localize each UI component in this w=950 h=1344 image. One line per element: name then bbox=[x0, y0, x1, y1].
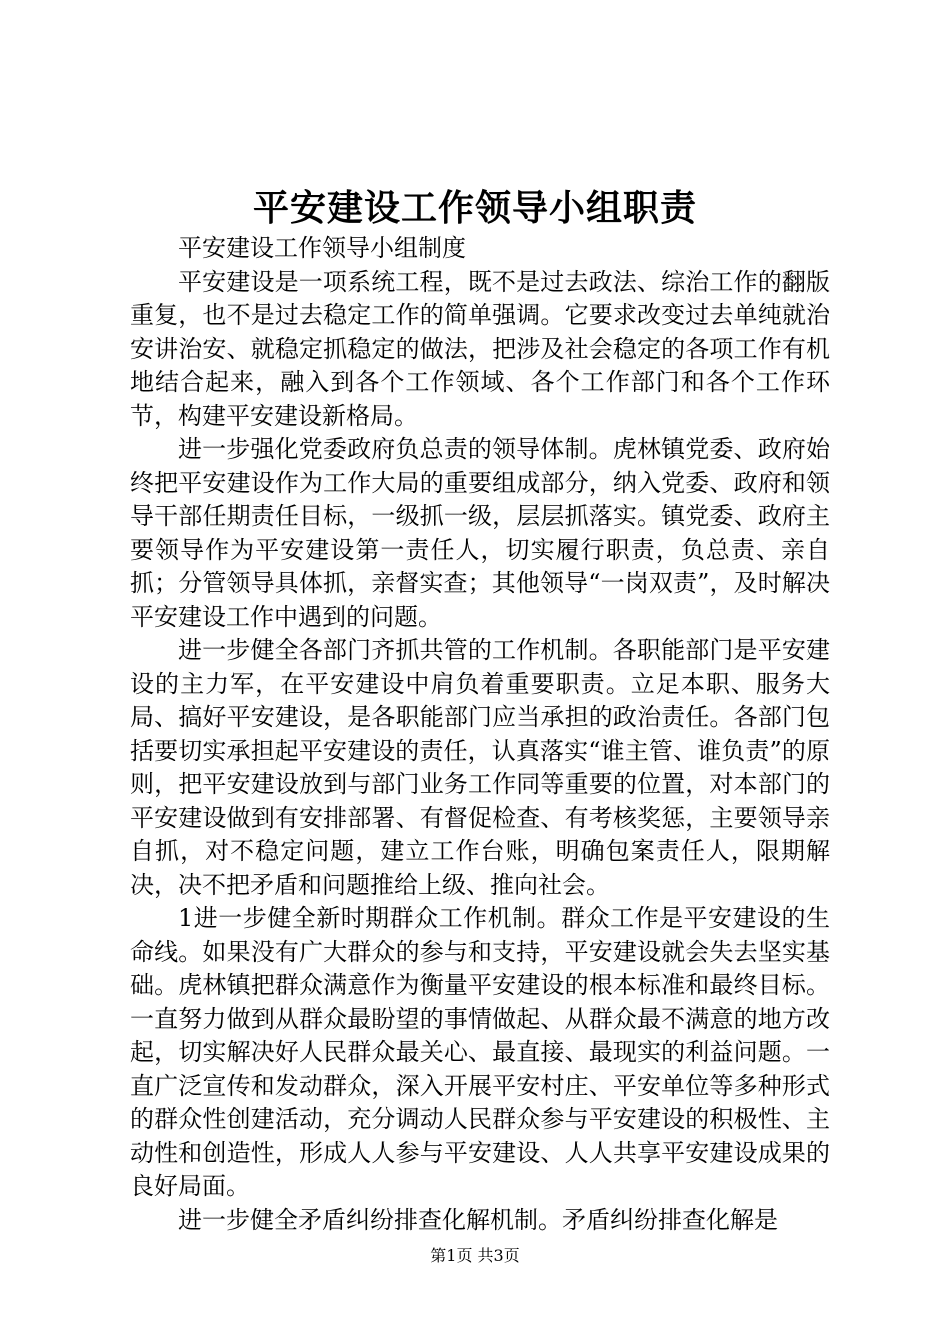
document-title: 平安建设工作领导小组职责 bbox=[252, 187, 697, 229]
paragraph: 平安建设是一项系统工程，既不是过去政法、综治工作的翻版重复，也不是过去稳定工作的简单强调。它要求改变过去单纯就治安讲治安、就稳定抓稳定的做法，把涉及社会稳定的各项工作有机地结合起来，融入到各个工作领域、各个工作部门和各个工作环节，构建平安建设新格局。 bbox=[130, 267, 830, 430]
paragraph: 进一步强化党委政府负总责的领导体制。虎林镇党委、政府始终把平安建设作为工作大局的重要组成部分，纳入党委、政府和领导干部任期责任目标，一级抓一级，层层抓落实。镇党委、政府主要领导作为平安建设第一责任人，切实履行职责，负总责、亲自抓；分管领导具体抓，亲督实查；其他领导“一岗双责”，及时解决平安建设工作中遇到的问题。 bbox=[130, 435, 830, 631]
paragraph: 1进一步健全新时期群众工作机制。群众工作是平安建设的生命线。如果没有广大群众的参与和支持，平安建设就会失去坚实基础。虎林镇把群众满意作为衡量平安建设的根本标准和最终目标。一直努力做到从群众最盼望的事情做起、从群众最不满意的地方改起，切实解决好人民群众最关心、最直接、最现实的利益问题。一直广泛宣传和发动群众，深入开展平安村庄、平安单位等多种形式的群众性创建活动，充分调动人民群众参与平安建设的积极性、主动性和创造性，形成人人参与平安建设、人人共享平安建设成果的良好局面。 bbox=[130, 904, 830, 1200]
paragraph: 进一步健全矛盾纠纷排查化解机制。矛盾纠纷排查化解是 bbox=[178, 1205, 778, 1234]
paragraph-subtitle: 平安建设工作领导小组制度 bbox=[178, 234, 466, 262]
paragraph: 进一步健全各部门齐抓共管的工作机制。各职能部门是平安建设的主力军，在平安建设中肩负着重要职责。立足本职、服务大局、搞好平安建设，是各职能部门应当承担的政治责任。各部门包括要切实承担起平安建设的责任，认真落实“谁主管、谁负责”的原则，把平安建设放到与部门业务工作同等重要的位置，对本部门的平安建设做到有安排部署、有督促检查、有考核奖惩，主要领导亲自抓，对不稳定问题，建立工作台账，明确包案责任人，限期解决，决不把矛盾和问题推给上级、推向社会。 bbox=[130, 636, 830, 899]
page-number-footer: 第1页 共3页 bbox=[430, 1246, 520, 1265]
document-body bbox=[130, 232, 830, 1237]
